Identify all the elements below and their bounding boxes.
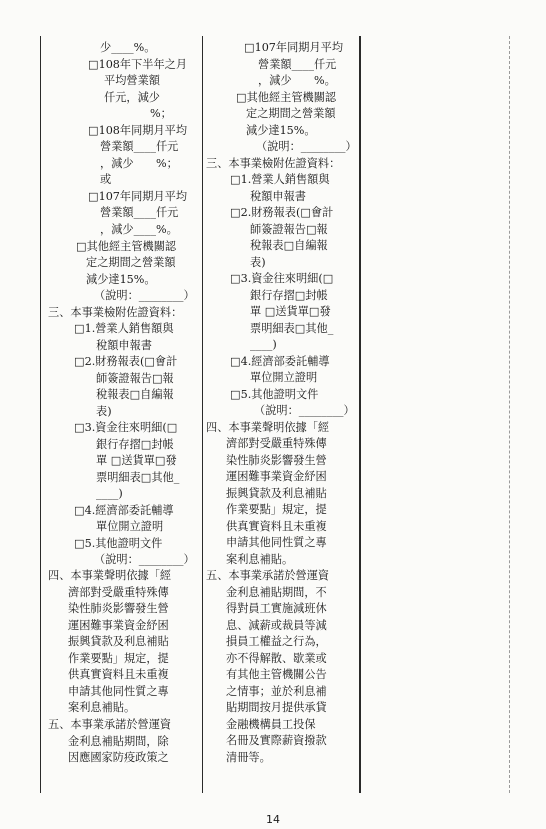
left-column-line: ，減少____%。 (100, 223, 178, 236)
left-column-line: 金利息補貼期間，除 (68, 735, 169, 748)
middle-column-line: 得對員工實施減班休 (226, 602, 327, 615)
left-column-line: （說明：________） (94, 553, 195, 566)
left-column-line: 運困難事業資金紓困 (68, 619, 169, 632)
left-column-line: 染性肺炎影響發生營 (68, 602, 169, 615)
middle-column-line: 息、減薪或裁員等減 (226, 619, 327, 632)
left-column-line: 五、本事業承諾於營運資 (48, 718, 172, 731)
middle-column-line: 亦不得解散、歇業或 (226, 652, 327, 665)
left-column-line: □108年同期月平均 (88, 124, 188, 137)
left-column-line: 案利息補貼。 (68, 701, 136, 714)
left-column-line: □其他經主管機關認 (76, 240, 177, 253)
middle-column-line: 之情事；並於利息補 (226, 685, 327, 698)
left-column-line: 申請其他同性質之專 (68, 685, 169, 698)
left-column-line: 平均營業額 (104, 74, 160, 87)
middle-column-line: □4.經濟部委託輔導 (230, 355, 330, 368)
middle-column-line: 三、本事業檢附佐證資料： (206, 157, 341, 170)
left-column-line: 濟部對受嚴重特殊傳 (68, 586, 169, 599)
left-column-line: 表) (96, 405, 112, 418)
left-column-line: 供真實資料且未重複 (68, 668, 169, 681)
middle-column-line: （說明：________） (254, 404, 355, 417)
middle-column-line: 師簽證報告□報 (250, 223, 328, 236)
middle-column-line: 貼期間按月提供承貸 (226, 701, 327, 714)
middle-column-line: 有其他主管機關公告 (226, 668, 327, 681)
left-column-line: 師簽證報告□報 (96, 372, 174, 385)
left-column-line: （說明：________） (94, 289, 195, 302)
middle-column-line: 五、本事業承諾於營運資 (206, 569, 330, 582)
left-column-line: 減少達15%。 (86, 273, 156, 286)
middle-column-line: 營業額____仟元 (258, 58, 337, 71)
middle-column-line: 金利息補貼期間，不 (226, 586, 327, 599)
middle-column-line: 票明細表□其他_ (250, 322, 334, 335)
left-column-line: ____) (96, 487, 123, 500)
middle-column-line: □1.營業人銷售額與 (230, 173, 330, 186)
middle-column-line: （說明：________） (256, 140, 357, 153)
left-column-line: □3.資金往來明細(□ (74, 421, 178, 434)
middle-column-line: 案利息補貼。 (226, 553, 294, 566)
middle-column-line: ，減少 %。 (258, 74, 336, 87)
middle-column-line: 申請其他同性質之專 (226, 536, 327, 549)
middle-column-line: 清冊等。 (226, 751, 271, 764)
left-column-line: 營業額____仟元 (100, 140, 179, 153)
middle-column-line: 表) (250, 256, 266, 269)
left-column-line: 營業額____仟元 (100, 206, 179, 219)
middle-column-line: ____) (250, 338, 277, 351)
middle-column-line: □5.其他證明文件 (230, 388, 319, 401)
middle-column-line: 振興貸款及利息補貼 (226, 487, 327, 500)
left-column-line: □4.經濟部委託輔導 (74, 504, 174, 517)
left-column-line: 或 (100, 173, 112, 186)
middle-column-line: 名冊及實際薪資撥款 (226, 734, 327, 747)
left-column-line: ，減少 %； (100, 157, 178, 170)
left-column-line: 稅報表□自編報 (96, 388, 174, 401)
left-column-line: 三、本事業檢附佐證資料： (48, 306, 183, 319)
left-column-line: □1.營業人銷售額與 (74, 322, 174, 335)
middle-column-line: 減少達15%。 (246, 124, 316, 137)
middle-column-line: 稅額申報書 (250, 190, 306, 203)
middle-column-line: 單位開立證明 (250, 371, 318, 384)
left-column-line: □108年下半年之月 (88, 58, 188, 71)
middle-column-line: □其他經主管機關認 (236, 91, 337, 104)
left-column-line: 因應國家防疫政策之 (68, 751, 169, 764)
left-column-line: 少____%。 (100, 41, 156, 54)
middle-column-line: 供真實資料且未重複 (226, 520, 327, 533)
left-column-line: □2.財務報表(□會計 (74, 355, 178, 368)
left-column-line: %； (150, 107, 172, 120)
middle-column-line: 損員工權益之行為， (226, 635, 327, 648)
middle-column-line: 稅報表□自編報 (250, 239, 328, 252)
middle-column-line: 金融機構員工投保 (226, 718, 316, 731)
left-column-line: 定之期間之營業額 (86, 256, 176, 269)
middle-column-line: 四、本事業聲明依據「經 (206, 421, 330, 434)
left-column-line: □107年同期月平均 (88, 190, 188, 203)
left-column-line: 票明細表□其他_ (96, 471, 180, 484)
middle-column-line: □107年同期月平均 (244, 41, 344, 54)
left-column-line: 稅額申報書 (96, 339, 152, 352)
middle-column-line: 單 □送貨單□發 (250, 305, 331, 318)
middle-column-line: 濟部對受嚴重特殊傳 (226, 437, 327, 450)
middle-column-line: 定之期間之營業額 (246, 107, 336, 120)
middle-column-line: 作業要點」規定，提 (226, 503, 327, 516)
page-number: 14 (266, 813, 280, 826)
middle-column-line: □3.資金往來明細(□ (230, 272, 334, 285)
left-column-line: 四、本事業聲明依據「經 (48, 569, 172, 582)
middle-column-line: 運困難事業資金紓困 (226, 470, 327, 483)
left-column-line: □5.其他證明文件 (74, 537, 163, 550)
middle-column-line: 銀行存摺□封帳 (250, 289, 328, 302)
left-column-line: 仟元，減少 (104, 91, 160, 104)
left-column-line: 單 □送貨單□發 (96, 454, 177, 467)
left-column-line: 作業要點」規定，提 (68, 652, 169, 665)
middle-column-line: □2.財務報表(□會計 (230, 206, 334, 219)
left-column-line: 振興貸款及利息補貼 (68, 635, 169, 648)
left-column-line: 銀行存摺□封帳 (96, 438, 174, 451)
left-column-line: 單位開立證明 (96, 520, 164, 533)
middle-column-line: 染性肺炎影響發生營 (226, 454, 327, 467)
right-column (360, 36, 510, 793)
